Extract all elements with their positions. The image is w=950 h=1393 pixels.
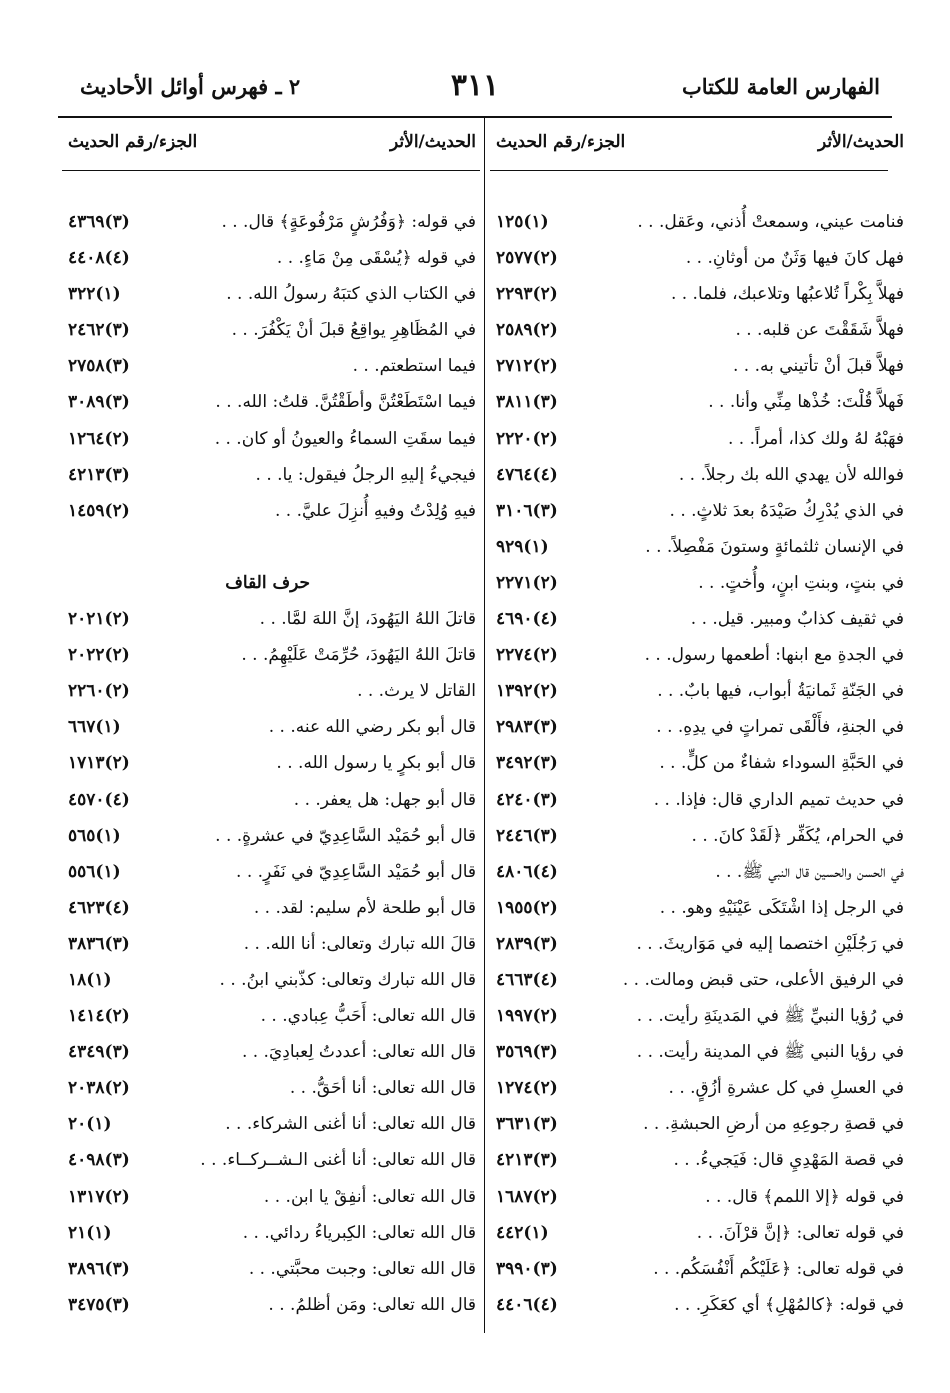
- volume-hadith-number: (٢)٢٢٩٣: [496, 284, 558, 305]
- running-head: [58, 68, 892, 112]
- volume-hadith-number: (٤)٤٥٧٠: [68, 789, 130, 810]
- hadith-incipit: في رُؤيا النبيِّ ﷺ في المَدينَةِ رأيت. . .: [636, 1006, 904, 1027]
- index-entry: [492, 565, 908, 601]
- volume-hadith-number: (٢)٢٥٧٧: [496, 248, 558, 269]
- volume-hadith-number: (٢)١٦٨٧: [496, 1186, 558, 1207]
- hadith-incipit: قال أبو طلحة لأم سليم: لقد. . .: [253, 897, 476, 918]
- index-entry: [64, 421, 480, 457]
- index-entry: [492, 1179, 908, 1215]
- index-entry: [64, 1142, 480, 1178]
- page-number: ٣١١: [450, 68, 500, 103]
- volume-hadith-number: (٤)٤٦٦٣: [496, 969, 558, 990]
- hadith-incipit: فهلاَّ قبلَ أنْ تأتيني به. . .: [733, 356, 904, 377]
- right-column: [492, 128, 908, 1315]
- volume-hadith-number: (٢)٢٢٧٤: [496, 645, 558, 666]
- hadith-incipit: في المُظَاهِرِ يواقِعُ قبلَ أنْ يَكْفُرَ. . .: [231, 320, 476, 341]
- volume-hadith-number: (٢)٢٥٨٩: [496, 320, 558, 341]
- hadith-incipit: في بنتٍ، وبنتِ ابنٍ، وأُختٍ. . .: [698, 572, 904, 593]
- index-entry: [492, 854, 908, 890]
- index-entry: [64, 348, 480, 384]
- volume-hadith-number: (٢)١٤١٤: [68, 1006, 130, 1027]
- volume-hadith-number: (١)٦٦٧: [68, 717, 121, 738]
- volume-hadith-number: (٤)٤٦٢٣: [68, 897, 130, 918]
- volume-hadith-number: (٣)٣٠٨٩: [68, 392, 130, 413]
- index-entry: [492, 998, 908, 1034]
- volume-hadith-number: (٣)٣٤٧٥: [68, 1294, 130, 1315]
- volume-hadith-number: (٢)٢٠٢١: [68, 609, 130, 630]
- index-entry: [492, 818, 908, 854]
- hadith-incipit: في العسلِ في كل عشرةِ أزُقٍ. . .: [668, 1078, 904, 1099]
- hadith-incipit: في رؤيا النبي ﷺ في المدينة رأيت. . .: [636, 1042, 904, 1063]
- spacer: [64, 529, 480, 565]
- volume-hadith-number: (١)٥٦٥: [68, 825, 121, 846]
- index-entry: [64, 1251, 480, 1287]
- volume-hadith-number: (٣)٣٨١١: [496, 392, 558, 413]
- column-headers: [64, 128, 480, 168]
- index-entry: [64, 1215, 480, 1251]
- index-entry: [492, 1142, 908, 1178]
- volume-hadith-number: (٢)١٣١٧: [68, 1186, 130, 1207]
- hadith-incipit: قال الله تعالى: أعددتُ لِعبادِيَ. . .: [241, 1042, 476, 1063]
- index-entry: [492, 240, 908, 276]
- index-entry: [492, 384, 908, 420]
- hadith-incipit: في الحرام، يُكَفِّر ﴿لَقَدْ كانَ. . .: [691, 825, 904, 846]
- index-entry: [492, 1034, 908, 1070]
- index-entry: [64, 312, 480, 348]
- volume-hadith-number: (١)٢٠: [68, 1114, 112, 1135]
- hadith-incipit: فهَبْهُ لهُ ولك كذا، أمراً. . .: [727, 428, 904, 449]
- index-entry: [492, 782, 908, 818]
- hadith-incipit: قال الله تعالى: أَحَبُّ عِبادي. . .: [260, 1006, 476, 1027]
- hadith-incipit: قال أبو حُمَيْد السَّاعِدِيّ في نَفَرٍ. . .: [236, 861, 476, 882]
- hadith-incipit: في الجدةِ مع ابنها: أطعمها رسول. . .: [644, 645, 904, 666]
- hadith-incipit: قالَ الله تبارك وتعالى: أنا الله. . .: [243, 933, 476, 954]
- hadith-incipit: قال أبو حُمَيْد السَّاعِدِيّ في عشرةٍ. . .: [215, 825, 476, 846]
- hadith-incipit: في الإنسان ثلثمائةٍ وستونَ مَفْصِلاً. . .: [645, 536, 904, 557]
- index-entry: [492, 1287, 908, 1323]
- hadith-incipit: قال الله تعالى: وجبت محبَّتي. . .: [248, 1258, 476, 1279]
- volume-hadith-number: (٢)١٤٥٩: [68, 500, 130, 521]
- column-divider: [484, 118, 485, 1333]
- volume-hadith-number: (٣)٢٤٦٢: [68, 320, 130, 341]
- volume-hadith-number: (٢)١٩٥٥: [496, 897, 558, 918]
- index-entry: [492, 204, 908, 240]
- volume-hadith-number: (٢)٢٠٢٢: [68, 645, 130, 666]
- volume-hadith-number: (٣)٤٢١٣: [68, 464, 130, 485]
- index-entry: [64, 673, 480, 709]
- section-title: ٢ ـ فهرس أوائل الأحاديث: [80, 74, 301, 99]
- index-entry: [64, 204, 480, 240]
- index-entry: [64, 1070, 480, 1106]
- index-entry: [492, 1070, 908, 1106]
- volume-hadith-number: (٣)٤٠٩٨: [68, 1150, 130, 1171]
- hadith-incipit: في الحسن والحسين قال النبي ﷺ. . .: [715, 861, 904, 882]
- volume-hadith-number: (٣)٢٤٤٦: [496, 825, 558, 846]
- reference-column-header: الجزء/رقم الحديث: [68, 132, 198, 152]
- hadith-incipit: قال الله تعالى: أنا أحَقُّ. . .: [289, 1078, 476, 1099]
- volume-hadith-number: (٢)٢٠٣٨: [68, 1078, 130, 1099]
- index-entry: [64, 926, 480, 962]
- volume-hadith-number: (٢)٢٢٢٠: [496, 428, 558, 449]
- index-entry: [492, 312, 908, 348]
- hadith-incipit: في الحَبَّةِ السوداء شفاءٌ من كلٍّ. . .: [659, 753, 904, 774]
- hadith-column-header: الحديث/الأثر: [818, 132, 904, 152]
- index-entry: [64, 493, 480, 529]
- index-entry: [492, 926, 908, 962]
- index-entry: [492, 276, 908, 312]
- index-entry: [492, 529, 908, 565]
- volume-hadith-number: (٢)١٩٩٧: [496, 1006, 558, 1027]
- index-entry: [64, 745, 480, 781]
- left-column: [64, 128, 480, 1315]
- volume-hadith-number: (١)٣٢٢: [68, 284, 121, 305]
- hadith-incipit: قال الله تعالى: أنا أغنى الـشــركــاء. . .: [200, 1150, 476, 1171]
- volume-hadith-number: (٤)٤٨٠٦: [496, 861, 558, 882]
- index-entry: [64, 854, 480, 890]
- volume-hadith-number: (١)١٨: [68, 969, 112, 990]
- hadith-incipit: في رَجُلَيْنِ اختصما إليه في مَوَاريثَ. . .: [636, 933, 904, 954]
- hadith-incipit: فهلاَّ بِكْراً تُلاعبُها وتلاعبك، فلما. . .: [670, 284, 904, 305]
- volume-hadith-number: (٣)٣٨٩٦: [68, 1258, 130, 1279]
- index-entry: [492, 1215, 908, 1251]
- hadith-incipit: في ثقيف كذابٌ ومبير. قيل. . .: [690, 609, 904, 630]
- index-entry: [64, 240, 480, 276]
- index-entry: [64, 1034, 480, 1070]
- hadith-incipit: قال الله تعالى: أنفِقْ يا ابن. . .: [263, 1186, 476, 1207]
- index-entry: [492, 457, 908, 493]
- volume-hadith-number: (٤)٤٦٩٠: [496, 609, 558, 630]
- index-entry: [64, 601, 480, 637]
- hadith-incipit: قال الله تعالى: ومَن أظلمُ. . .: [268, 1294, 476, 1315]
- hadith-incipit: فيما استطعتم. . .: [352, 356, 476, 377]
- volume-hadith-number: (١)١٢٥: [496, 212, 549, 232]
- hadith-incipit: قال الله تبارك وتعالى: كذّبني ابنُ. . .: [219, 969, 476, 990]
- hadith-incipit: قال أبو جهل: هل يعفر. . .: [293, 789, 476, 810]
- index-entry: [492, 1106, 908, 1142]
- volume-hadith-number: (٢)١٧١٣: [68, 753, 130, 774]
- hadith-incipit: في الذي يُدْرِكُ صَيْدَهُ بعدَ ثلاثٍ. . .: [669, 500, 904, 521]
- left-entries: [64, 204, 480, 1323]
- index-entry: [64, 962, 480, 998]
- volume-hadith-number: (٣)٢٨٣٩: [496, 933, 558, 954]
- reference-column-header: الجزء/رقم الحديث: [496, 132, 626, 152]
- volume-hadith-number: (٢)٢٢٧١: [496, 572, 558, 593]
- index-entry: [64, 276, 480, 312]
- hadith-incipit: في الكتاب الذي كتبَهُ رسولُ الله. . .: [226, 284, 476, 305]
- letter-section-heading: حرف القاف: [225, 572, 310, 593]
- index-entry: [492, 709, 908, 745]
- index-entry: [64, 457, 480, 493]
- hadith-incipit: في قوله ﴿إلا اللمم﴾ قال. . .: [705, 1186, 904, 1207]
- index-entry: [64, 709, 480, 745]
- volume-hadith-number: (٢)١٢٧٤: [496, 1078, 558, 1099]
- volume-hadith-number: (٣)٣٤٩٢: [496, 753, 558, 774]
- volume-hadith-number: (٢)١٣٩٢: [496, 681, 558, 702]
- index-entry: [492, 493, 908, 529]
- index-entry: [492, 745, 908, 781]
- volume-hadith-number: (٣)٣٩٩٠: [496, 1258, 558, 1279]
- index-entry: [492, 673, 908, 709]
- index-entry: [64, 1106, 480, 1142]
- volume-hadith-number: (١)٩٢٩: [496, 536, 549, 557]
- hadith-incipit: فوالله لأن يهدي الله بك رجلاً. . .: [678, 464, 904, 485]
- index-entry: [492, 601, 908, 637]
- index-entry: [64, 998, 480, 1034]
- volume-hadith-number: (٤)٤٤٠٨: [68, 248, 130, 269]
- hadith-incipit: قال الله تعالى: الكِبرياءُ ردائي. . .: [242, 1222, 476, 1243]
- hadith-incipit: فيما اسْتَطَعْتُنَّ وأطَقْتُنَّ. قلتُ: الله. . .: [215, 392, 476, 413]
- hadith-incipit: في قصةِ رجوعِهِ من أرضِ الحبشةِ. . .: [643, 1114, 904, 1135]
- hadith-incipit: في قوله: ﴿وَفُرُشٍ مَرْفُوعَةٍ﴾ قال. . .: [221, 212, 476, 232]
- index-entry: [64, 637, 480, 673]
- hadith-incipit: في الجَنّةِ ثَمانيَةُ أبواب، فيها بابٌ. . .: [657, 681, 904, 702]
- index-entry: [64, 1179, 480, 1215]
- volume-hadith-number: (٤)٤٧٦٤: [496, 464, 558, 485]
- index-entry: [492, 421, 908, 457]
- hadith-incipit: في قوله تعالى: ﴿إنَّ قرْآنَ. . .: [696, 1222, 904, 1243]
- volume-hadith-number: (٣)٣٥٦٩: [496, 1042, 558, 1063]
- index-entry: [64, 782, 480, 818]
- volume-hadith-number: (٣)٣٦٣١: [496, 1114, 558, 1135]
- hadith-incipit: القاتل لا يرث. . .: [357, 681, 476, 702]
- index-entry: [492, 1251, 908, 1287]
- hadith-incipit: في حديث تميم الداري قال: فإذا. . .: [653, 789, 904, 810]
- hadith-incipit: فَهلاَّ قُلْتَ: خُذْها مِنِّي وأنا. . .: [708, 392, 904, 413]
- index-entry: [64, 1287, 480, 1323]
- hadith-incipit: قاتلَ اللهُ اليَهُودَ، إنَّ اللهَ لمَّا. . .: [259, 609, 476, 630]
- hadith-incipit: في قصة المَهْدِيِ قال: فَيَجيءُ. . .: [673, 1150, 904, 1171]
- right-column-header-rule: [490, 170, 888, 171]
- hadith-incipit: في قوله تعالى: ﴿عَلَيْكُم أَنْفُسَكُم. . .: [653, 1258, 904, 1279]
- index-entry: [492, 348, 908, 384]
- hadith-incipit: في الرفيق الأعلى، حتى قبض ومالت. . .: [622, 969, 904, 990]
- column-headers: [492, 128, 908, 168]
- volume-hadith-number: (٣)٣١٠٦: [496, 500, 558, 521]
- hadith-incipit: فيما سقَتِ السماءُ والعيونُ أو كان. . .: [214, 428, 476, 449]
- index-entry: [492, 890, 908, 926]
- volume-hadith-number: (٣)٤٢١٣: [496, 1150, 558, 1171]
- hadith-incipit: قاتلَ اللهُ اليَهُودَ، حُرِّمَتْ عَلَيْهِمُ. . .: [241, 645, 476, 666]
- hadith-column-header: الحديث/الأثر: [390, 132, 476, 152]
- volume-hadith-number: (١)٤٤٢: [496, 1222, 549, 1243]
- index-entry: [64, 384, 480, 420]
- volume-hadith-number: (٤)٤٤٠٦: [496, 1294, 558, 1315]
- volume-hadith-number: (٣)٤٢٤٠: [496, 789, 558, 810]
- volume-hadith-number: (٢)١٢٦٤: [68, 428, 130, 449]
- hadith-incipit: قال أبو بكرٍ يا رسول الله. . .: [276, 753, 476, 774]
- hadith-incipit: في الرجل إذا اشْتَكَى عَيْنَيْهِ وهو. . .: [659, 897, 904, 918]
- volume-hadith-number: (١)٥٥٦: [68, 861, 121, 882]
- hadith-incipit: في قوله ﴿يُسْقَى مِنْ مَاءٍ. . .: [276, 248, 476, 269]
- volume-hadith-number: (٣)٤٣٦٩: [68, 212, 130, 232]
- volume-hadith-number: (٣)٣٨٣٦: [68, 933, 130, 954]
- hadith-incipit: فنامت عيني، وسمعتْ أُذني، وعَقل. . .: [637, 212, 904, 232]
- hadith-incipit: قال أبو بكر رضي الله عنه. . .: [268, 717, 476, 738]
- hadith-incipit: في الجنةِ، فأَلْقَى تمراتٍ في يدِهِ. . .: [656, 717, 904, 738]
- header-rule: [58, 116, 892, 118]
- volume-hadith-number: (٢)٢٧١٢: [496, 356, 558, 377]
- volume-hadith-number: (٣)٢٧٥٨: [68, 356, 130, 377]
- volume-hadith-number: (١)٢١: [68, 1222, 112, 1243]
- book-index-title: الفهارس العامة للكتاب: [681, 74, 880, 99]
- left-column-header-rule: [62, 170, 480, 171]
- index-entry: [492, 962, 908, 998]
- hadith-incipit: فيهِ وُلِدْتُ وفيهِ أُنزِلَ عليَّ. . .: [274, 500, 476, 521]
- volume-hadith-number: (٢)٢٢٦٠: [68, 681, 130, 702]
- hadith-incipit: فهلاَّ شَقَقْتَ عن قلبه. . .: [735, 320, 904, 341]
- volume-hadith-number: (٣)٤٣٤٩: [68, 1042, 130, 1063]
- index-entry: [64, 818, 480, 854]
- volume-hadith-number: (٣)٢٩٨٣: [496, 717, 558, 738]
- hadith-incipit: فهل كانَ فيها وَثَنٌ من أوثانِ. . .: [685, 248, 904, 269]
- hadith-incipit: في قوله: ﴿كالمُهْلِ﴾ أي كعَكَرِ. . .: [674, 1294, 904, 1315]
- index-entry: [492, 637, 908, 673]
- hadith-incipit: فيجيءُ إليهِ الرجلُ فيقول: يا. . .: [255, 464, 476, 485]
- right-entries: [492, 204, 908, 1323]
- hadith-incipit: قال الله تعالى: أنا أغنى الشركاء. . .: [225, 1114, 476, 1135]
- index-entry: [64, 890, 480, 926]
